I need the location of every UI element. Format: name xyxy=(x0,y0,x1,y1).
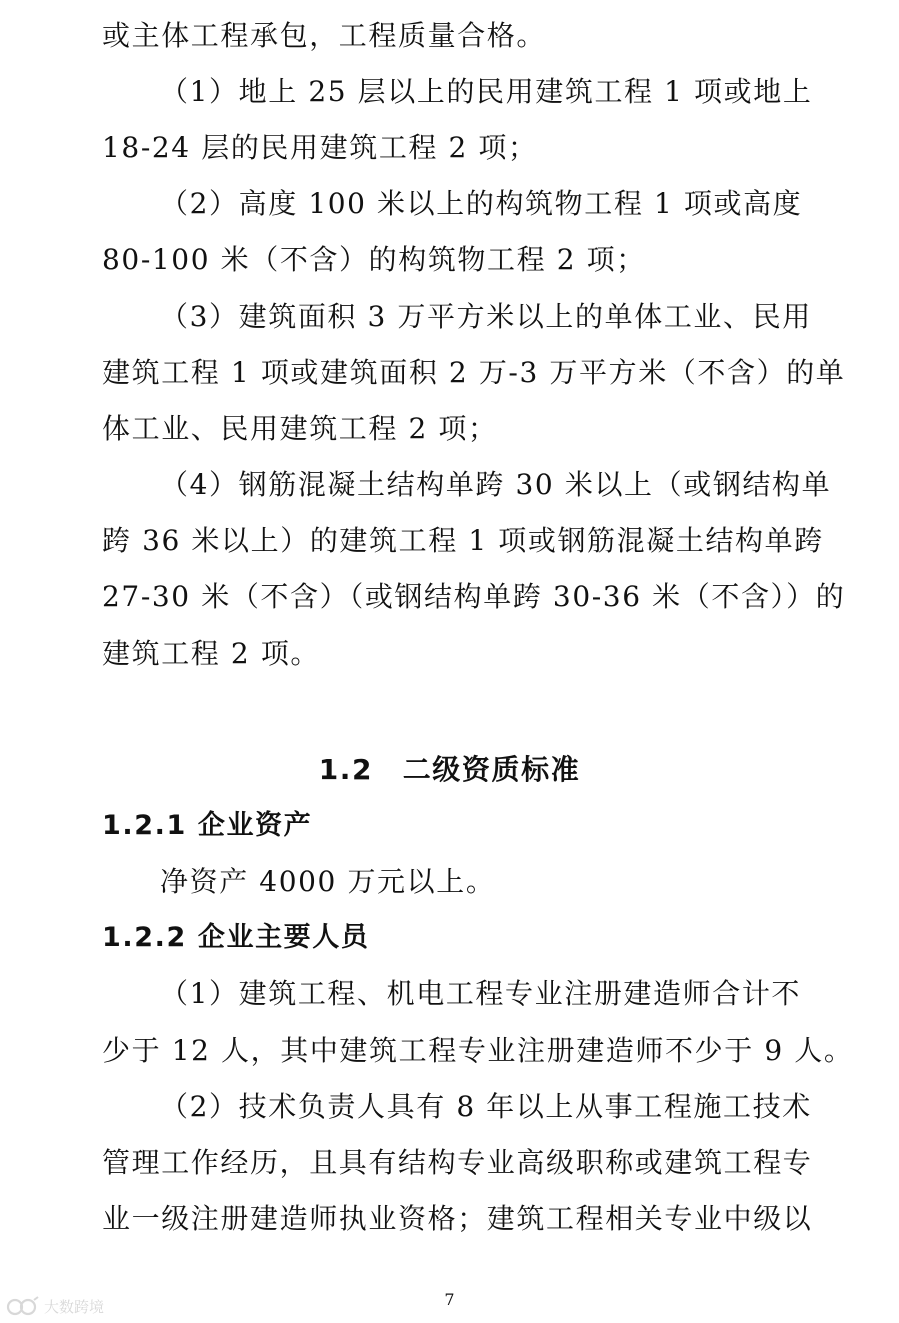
subsection-heading: 1.2.1 企业资产 xyxy=(102,810,313,841)
text-line: 业一级注册建造师执业资格；建筑工程相关专业中级以 xyxy=(102,1202,813,1235)
watermark-text: 大数跨境 xyxy=(44,1298,105,1316)
text-line: 27-30 米（不含）（或钢结构单跨 30-36 米（不含））的 xyxy=(102,580,846,613)
text-line: 管理工作经历，且具有结构专业高级职称或建筑工程专 xyxy=(102,1146,813,1179)
list-item: （3）建筑面积 3 万平方米以上的单体工业、民用 xyxy=(160,300,812,333)
text-line: 或主体工程承包，工程质量合格。 xyxy=(102,19,547,52)
list-item: （1）地上 25 层以上的民用建筑工程 1 项或地上 xyxy=(160,75,813,108)
brand-logo-icon xyxy=(6,1295,40,1319)
section-title: 1.2 二级资质标准 xyxy=(318,753,581,786)
text-line: 净资产 4000 万元以上。 xyxy=(160,865,496,898)
list-item: （4）钢筋混凝土结构单跨 30 米以上（或钢结构单 xyxy=(160,468,832,501)
list-item: （2）高度 100 米以上的构筑物工程 1 项或高度 xyxy=(160,187,803,220)
page-number: 7 xyxy=(444,1290,455,1309)
text-line: 80-100 米（不含）的构筑物工程 2 项； xyxy=(102,243,646,276)
subsection-heading: 1.2.2 企业主要人员 xyxy=(102,922,370,953)
list-item: （1）建筑工程、机电工程专业注册建造师合计不 xyxy=(160,977,802,1010)
text-line: 建筑工程 1 项或建筑面积 2 万-3 万平方米（不含）的单 xyxy=(102,356,846,389)
watermark xyxy=(6,1293,104,1321)
text-line: 少于 12 人，其中建筑工程专业注册建造师不少于 9 人。 xyxy=(102,1034,854,1067)
text-line: 体工业、民用建筑工程 2 项； xyxy=(102,412,498,445)
list-item: （2）技术负责人具有 8 年以上从事工程施工技术 xyxy=(160,1090,812,1123)
text-line: 跨 36 米以上）的建筑工程 1 项或钢筋混凝土结构单跨 xyxy=(102,524,824,557)
text-line: 建筑工程 2 项。 xyxy=(102,637,321,670)
text-line: 18-24 层的民用建筑工程 2 项； xyxy=(102,131,538,164)
